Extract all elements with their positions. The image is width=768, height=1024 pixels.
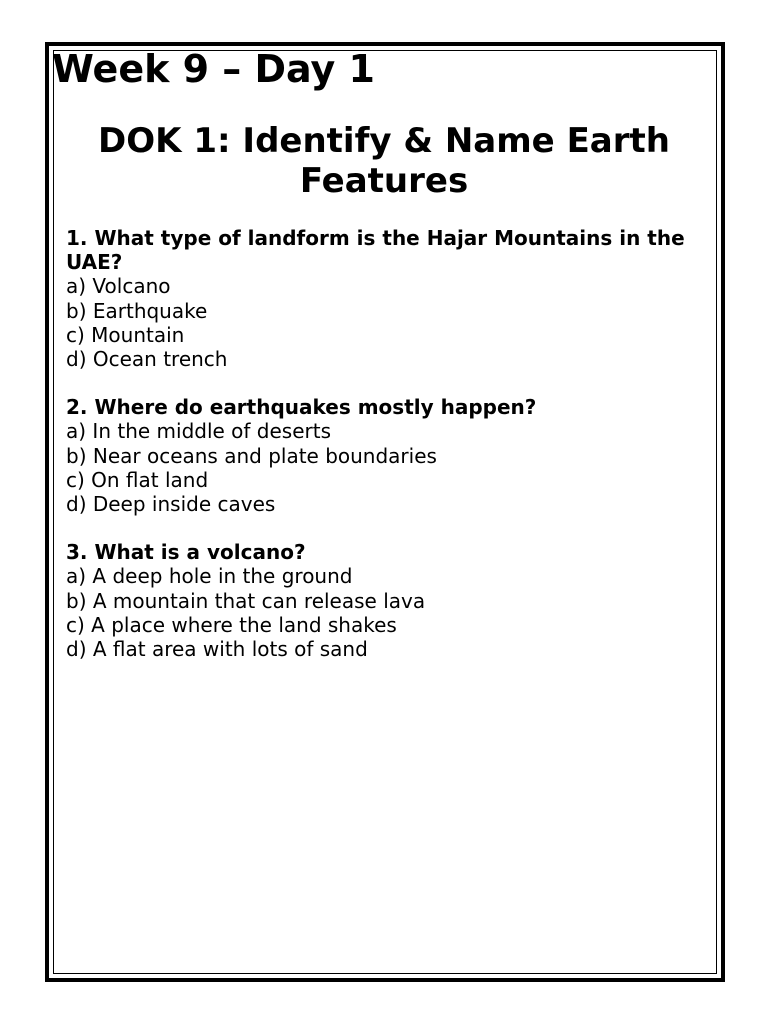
question-2-option-d: d) Deep inside caves (66, 492, 276, 517)
dok-title: DOK 1: Identify & Name Earth Features (98, 121, 670, 201)
question-1-text: 1. What type of landform is the Hajar Mountains in the UAE? (66, 226, 685, 275)
question-3-option-c: c) A place where the land shakes (66, 612, 397, 637)
question-3-text: 3. What is a volcano? (66, 540, 306, 565)
question-2-option-b: b) Near oceans and plate boundaries (66, 443, 437, 468)
question-1-option-d: d) Ocean trench (66, 347, 228, 372)
question-1-option-c: c) Mountain (66, 322, 185, 347)
question-2-text: 2. Where do earthquakes mostly happen? (66, 395, 537, 420)
question-3-option-b: b) A mountain that can release lava (66, 588, 426, 613)
question-1-option-b: b) Earthquake (66, 298, 208, 323)
question-3-option-d: d) A flat area with lots of sand (66, 637, 368, 662)
question-list (66, 226, 706, 685)
question-2-option-a: a) In the middle of deserts (66, 419, 332, 444)
question-2 (66, 395, 706, 516)
question-3-option-a: a) A deep hole in the ground (66, 564, 353, 589)
week-day-title: Week 9 – Day 1 (52, 47, 375, 91)
question-2-option-c: c) On flat land (66, 467, 209, 492)
question-1-option-a: a) Volcano (66, 274, 171, 299)
question-1 (66, 226, 706, 371)
question-3 (66, 540, 706, 661)
